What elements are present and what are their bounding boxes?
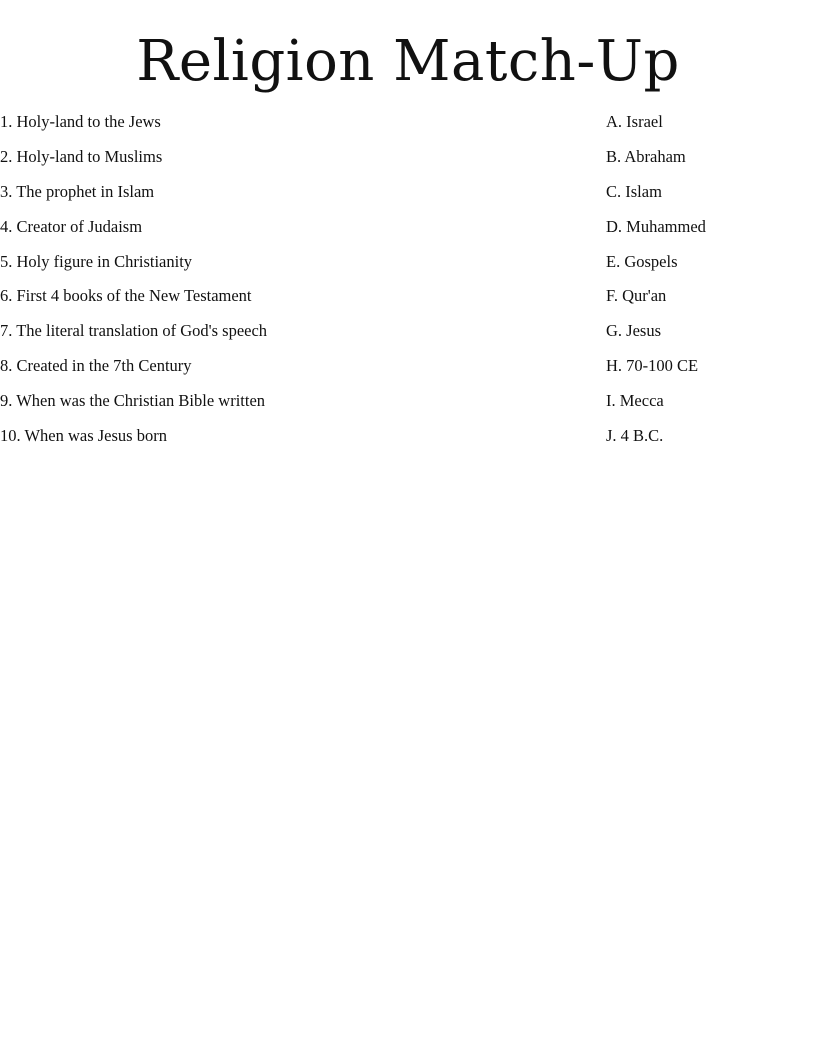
- page-title: Religion Match-Up: [136, 29, 680, 94]
- question-item: 2. Holy-land to Muslims: [0, 146, 163, 166]
- question-item: 7. The literal translation of God's speech: [0, 321, 268, 341]
- answer-list: [606, 108, 806, 457]
- question-item: 6. First 4 books of the New Testament: [0, 286, 252, 306]
- question-item: 9. When was the Christian Bible written: [0, 391, 266, 411]
- answer-item: A. Israel: [606, 112, 663, 131]
- answer-item: J. 4 B.C.: [606, 426, 664, 446]
- question-item: 1. Holy-land to the Jews: [0, 112, 161, 131]
- question-list: [0, 108, 560, 457]
- answer-item: B. Abraham: [606, 146, 686, 166]
- answer-item: H. 70-100 CE: [606, 356, 699, 376]
- answer-item: D. Muhammed: [606, 216, 706, 236]
- question-item: 3. The prophet in Islam: [0, 181, 155, 201]
- question-item: 5. Holy figure in Christianity: [0, 251, 193, 271]
- answer-item: C. Islam: [606, 181, 662, 201]
- answer-item: E. Gospels: [606, 251, 678, 271]
- answer-item: G. Jesus: [606, 321, 662, 341]
- question-item: 10. When was Jesus born: [0, 426, 167, 446]
- question-item: 8. Created in the 7th Century: [0, 356, 192, 376]
- answer-item: I. Mecca: [606, 391, 664, 411]
- question-item: 4. Creator of Judaism: [0, 216, 143, 236]
- answer-item: F. Qur'an: [606, 286, 667, 306]
